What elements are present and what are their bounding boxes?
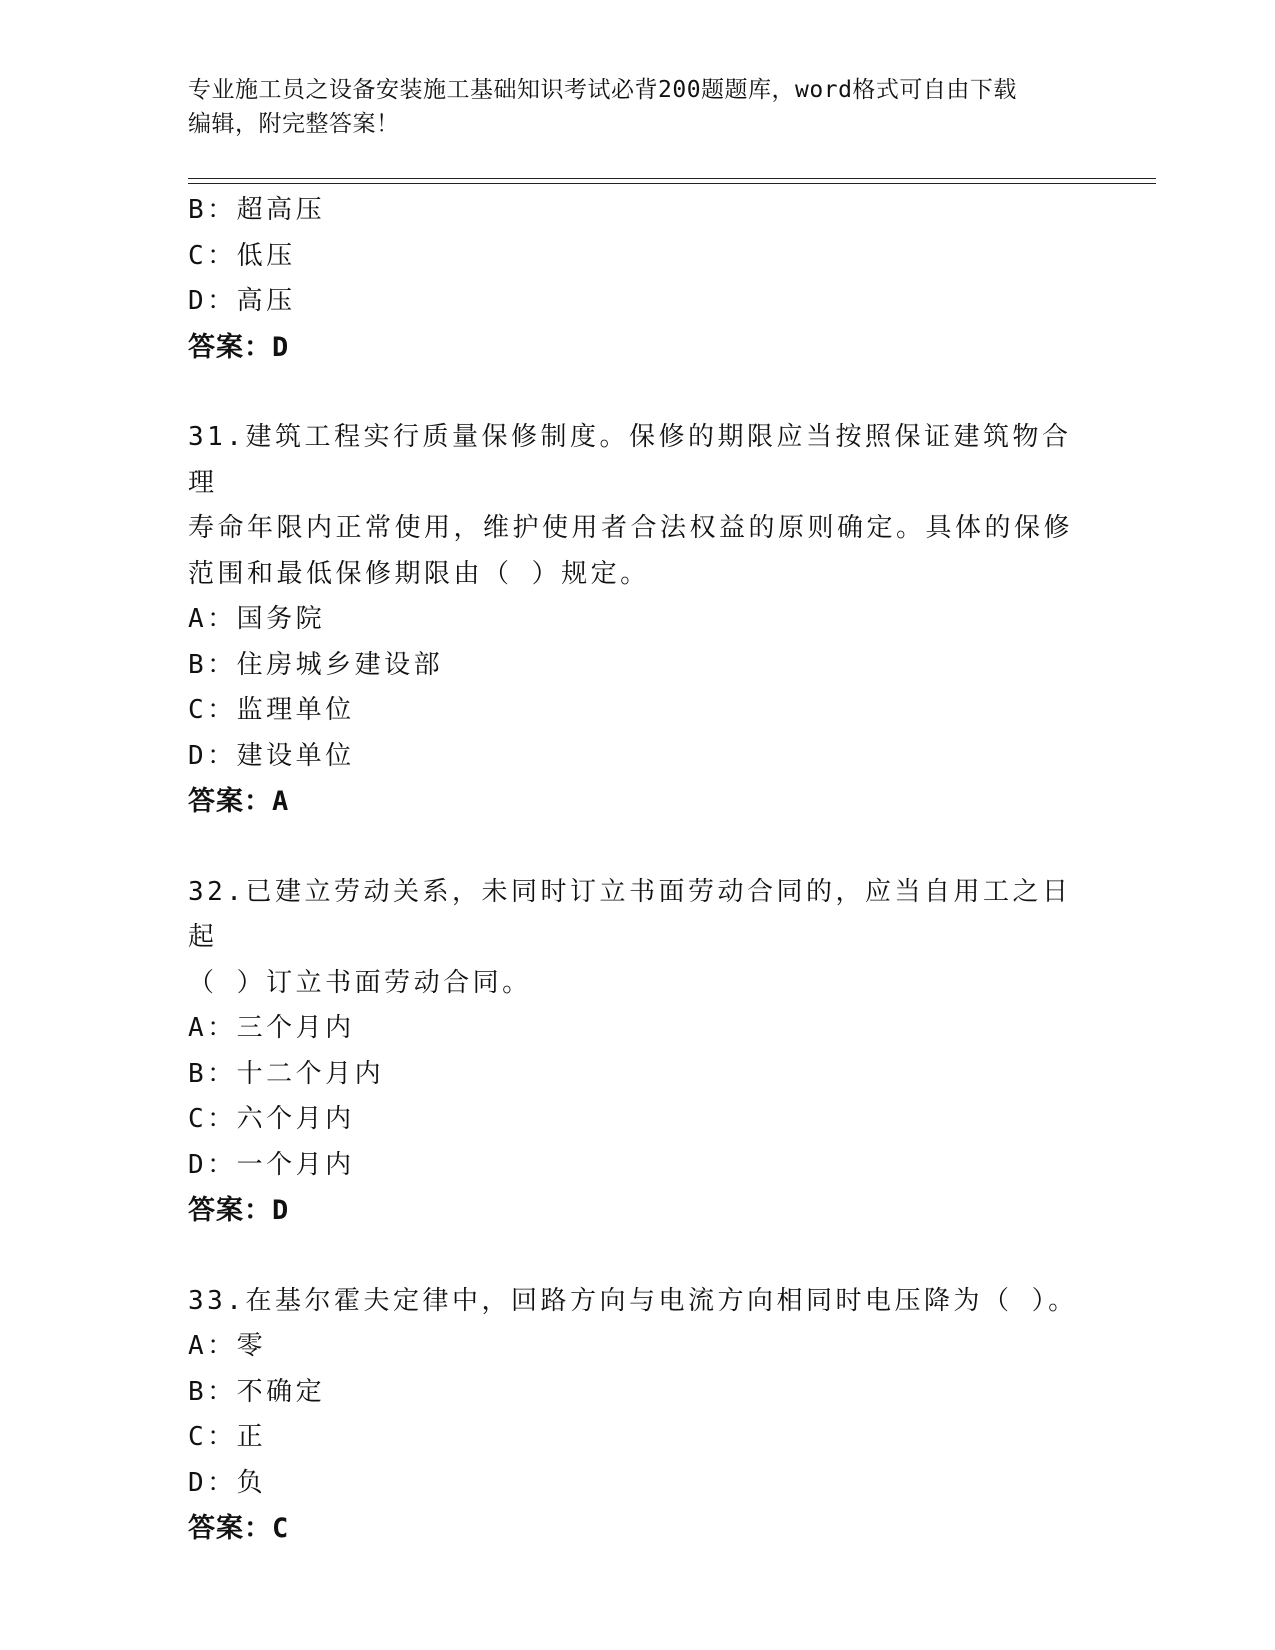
option-c: C：正 — [188, 1422, 267, 1452]
option-b: B：超高压 — [188, 195, 326, 225]
answer-line: 答案：D — [188, 1195, 290, 1226]
question-33 — [188, 1279, 1088, 1552]
option-c: C：六个月内 — [188, 1104, 355, 1134]
option-b: B：十二个月内 — [188, 1058, 385, 1089]
option-b: B：不确定 — [188, 1376, 326, 1407]
header-title-line-1: 专业施工员之设备安装施工基础知识考试必背200题题库，word格式可自由下载 — [188, 77, 1017, 103]
document-header — [188, 73, 1088, 141]
question-stem — [188, 415, 1088, 597]
answer-line: 答案：D — [188, 331, 290, 363]
question-stem-line: 32.已建立劳动关系，未同时订立书面劳动合同的，应当自用工之日起 — [188, 876, 1072, 952]
option-a: A：三个月内 — [188, 1013, 355, 1043]
option-d: D：一个月内 — [188, 1149, 355, 1180]
option-d: D：高压 — [188, 286, 296, 316]
option-c: C：监理单位 — [188, 695, 355, 725]
option-c: C：低压 — [188, 240, 296, 271]
header-title-line-2: 编辑，附完整答案！ — [188, 111, 400, 137]
question-stem — [188, 1279, 1088, 1325]
question-stem-line: 31.建筑工程实行质量保修制度。保修的期限应当按照保证建筑物合理 — [188, 422, 1072, 498]
answer-line: 答案：A — [188, 786, 290, 817]
answer-line: 答案：C — [188, 1513, 290, 1544]
question-stem-line: 寿命年限内正常使用，维护使用者合法权益的原则确定。具体的保修 — [188, 513, 1074, 543]
option-d: D：负 — [188, 1467, 267, 1498]
question-stem-line: 范围和最低保修期限由（ ）规定。 — [188, 558, 650, 589]
document-content — [188, 188, 1088, 1552]
question-stem-line: （ ）订立书面劳动合同。 — [188, 967, 532, 998]
partial-question — [188, 188, 1088, 370]
option-a: A：国务院 — [188, 604, 326, 634]
question-stem — [188, 870, 1088, 1007]
option-b: B：住房城乡建设部 — [188, 649, 444, 680]
option-a: A：零 — [188, 1331, 267, 1361]
question-stem-line: 33.在基尔霍夫定律中，回路方向与电流方向相同时电压降为（ ）。 — [188, 1285, 1078, 1316]
header-divider-top — [188, 178, 1156, 179]
question-31 — [188, 415, 1088, 825]
header-divider-bottom — [188, 183, 1156, 184]
question-32 — [188, 870, 1088, 1234]
option-d: D：建设单位 — [188, 740, 355, 771]
